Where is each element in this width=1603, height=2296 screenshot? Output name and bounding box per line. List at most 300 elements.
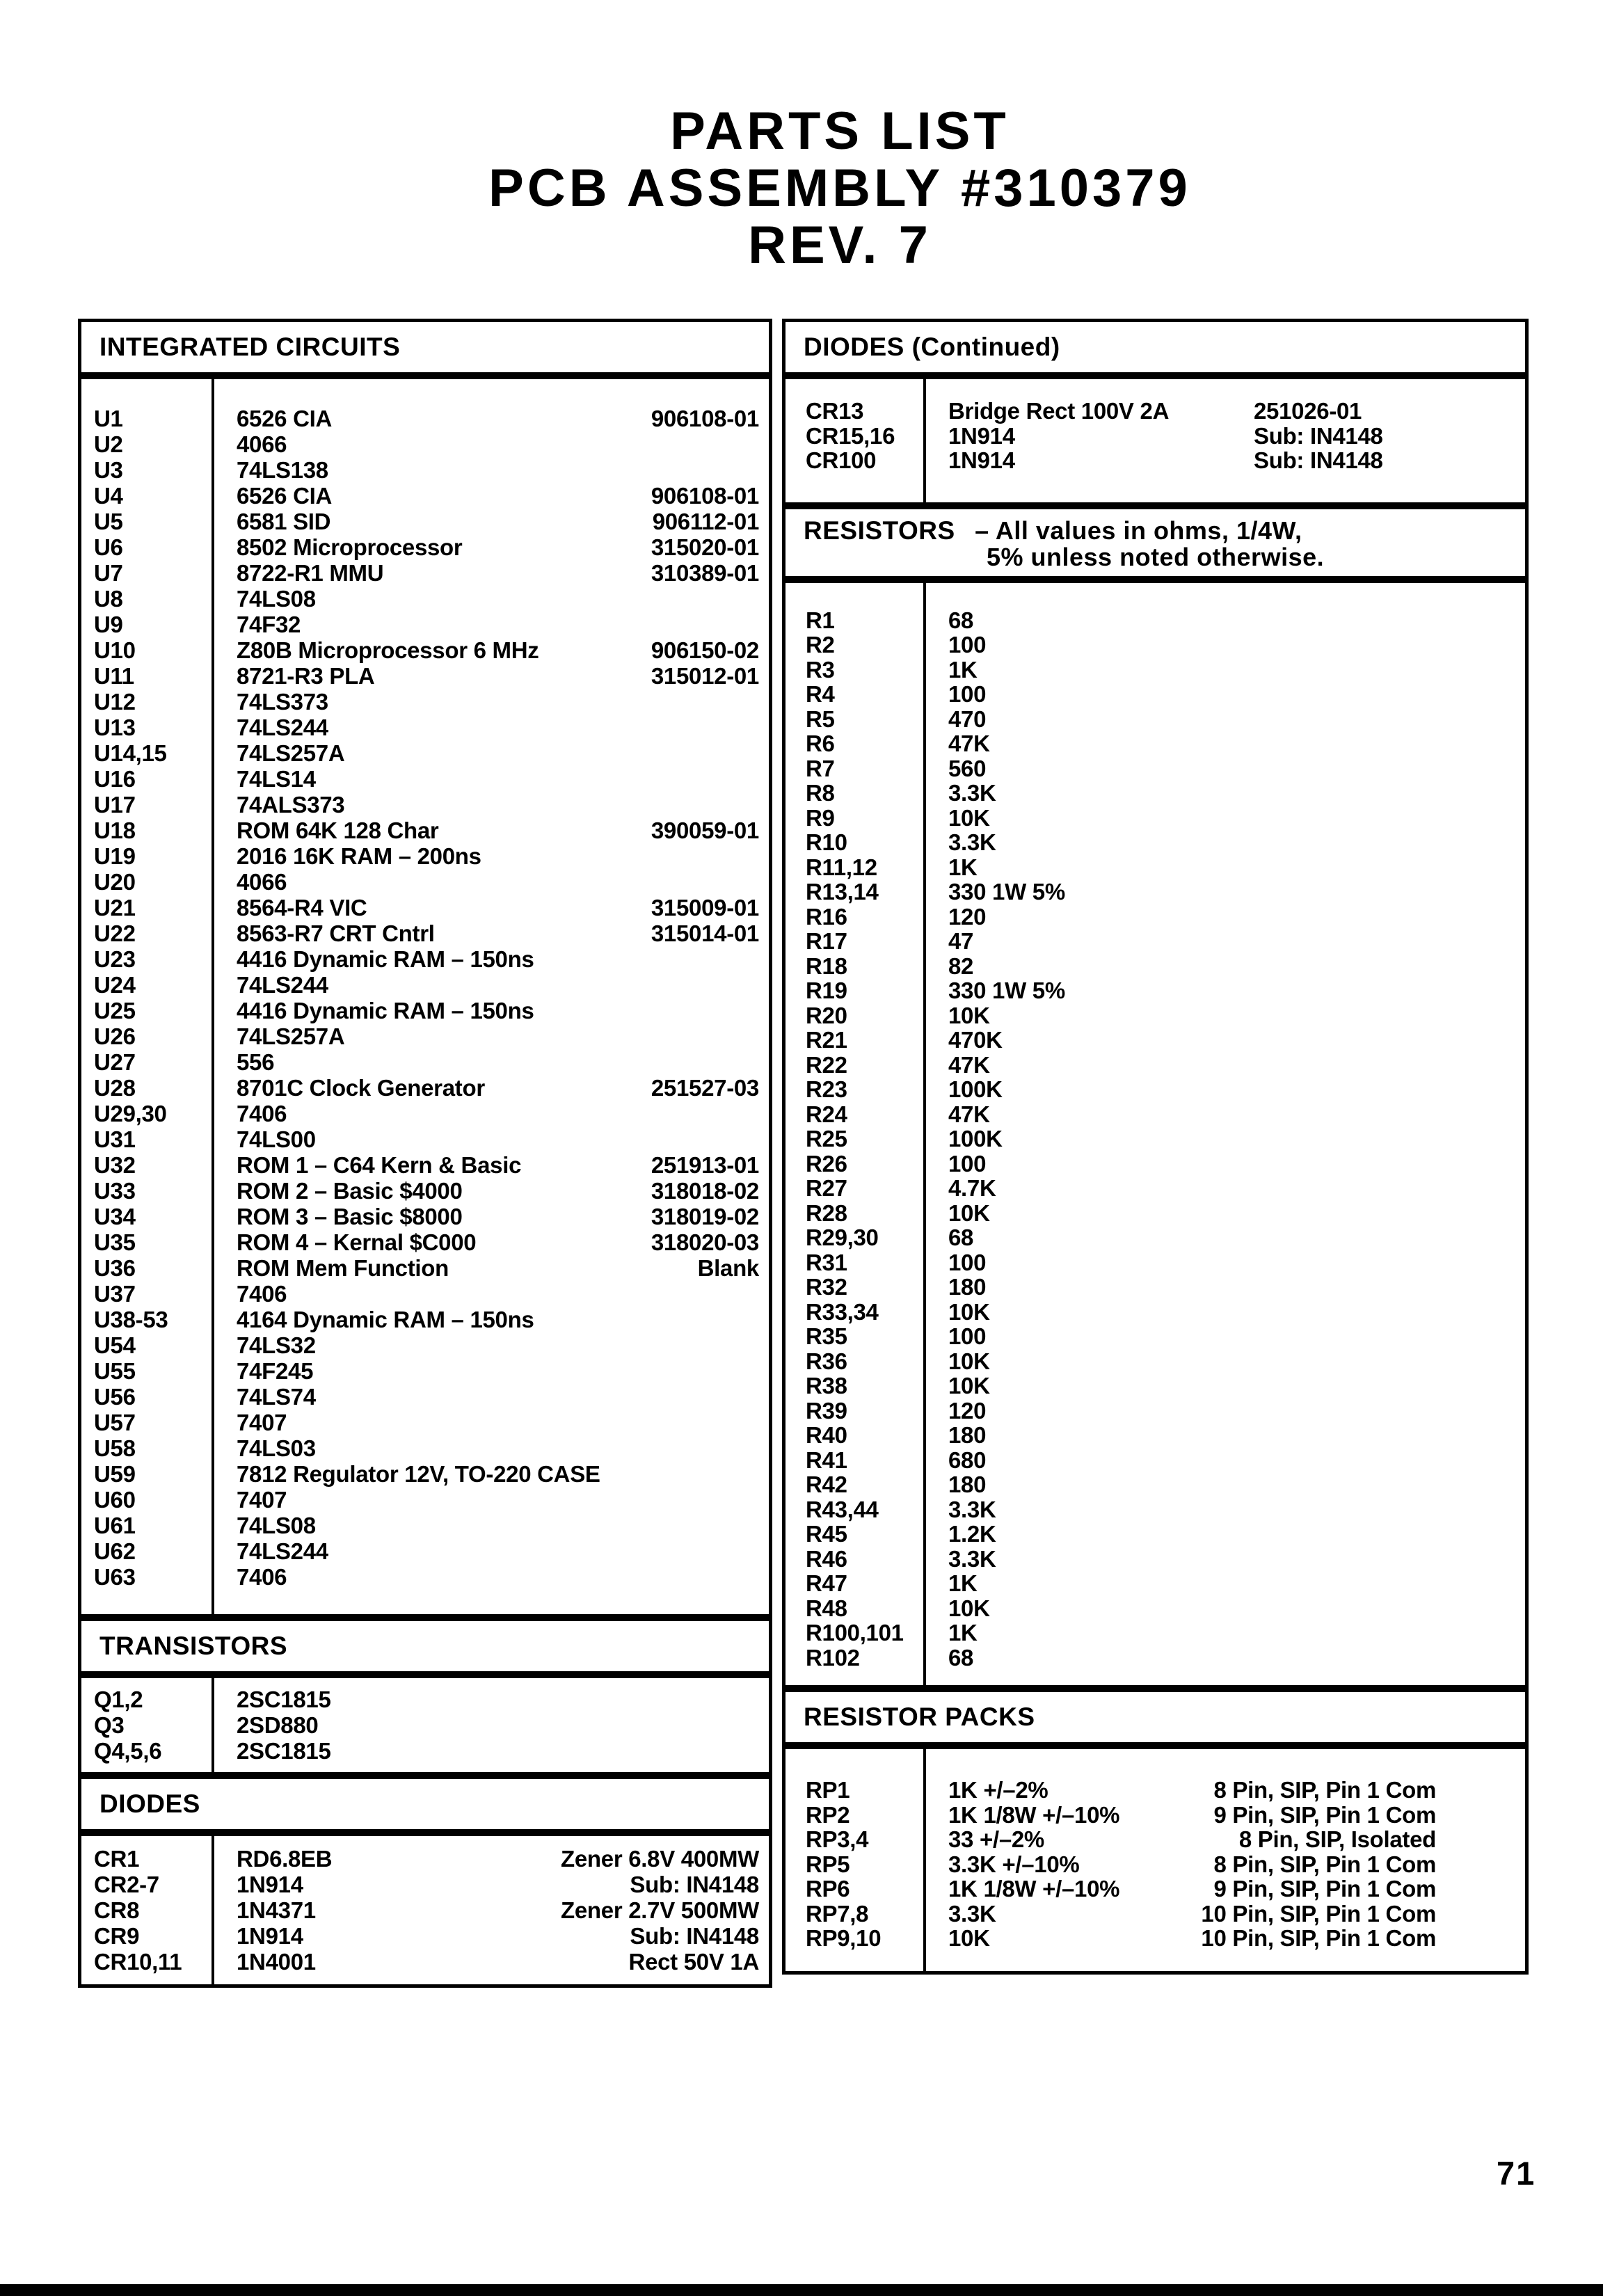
table-column-divider	[923, 1749, 926, 1971]
cell-desc: 100K	[948, 1126, 1003, 1151]
title-line-1: PARTS LIST	[670, 102, 1010, 161]
cell-desc: 47K	[948, 1051, 990, 1078]
cell-desc: 10K	[948, 1002, 990, 1028]
table-row	[785, 399, 1525, 424]
cell-note: Sub: IN4148	[1254, 422, 1383, 449]
cell-desc: 7406	[237, 1281, 287, 1307]
table-row	[785, 1827, 1525, 1852]
cell-ref: R4	[806, 681, 835, 707]
cell-ref: U60	[94, 1487, 136, 1513]
table-row	[785, 632, 1525, 657]
cell-ref: U62	[94, 1538, 136, 1564]
cell-desc: 8564-R4 VIC	[237, 895, 367, 920]
left-column	[78, 319, 772, 1988]
table-row	[81, 1178, 769, 1204]
cell-ref: U20	[94, 869, 136, 895]
table-row	[81, 1049, 769, 1075]
cell-part: 390059-01	[651, 818, 759, 843]
table-row	[785, 1472, 1525, 1497]
cell-note: 251026-01	[1254, 398, 1362, 424]
cell-desc: 10K	[948, 1298, 990, 1325]
cell-desc: 68	[948, 1644, 974, 1671]
cell-desc: 100	[948, 632, 987, 657]
cell-desc: 10K	[948, 1199, 990, 1226]
table-row	[81, 689, 769, 715]
cell-ref: U35	[94, 1229, 136, 1255]
cell-ref: U56	[94, 1384, 136, 1410]
cell-ref: R20	[806, 1002, 847, 1028]
cell-part: 906150-02	[651, 637, 759, 663]
table-row	[81, 560, 769, 586]
cell-desc: 1N4371	[237, 1897, 316, 1923]
cell-ref: R42	[806, 1472, 847, 1497]
cell-desc: 74LS373	[237, 689, 328, 715]
cell-ref: U16	[94, 766, 136, 792]
cell-desc: 47K	[948, 1101, 990, 1127]
integrated-circuits-table	[78, 376, 772, 1618]
cell-note: Rect 50V 1A	[628, 1949, 759, 1975]
section-header-label: TRANSISTORS	[99, 1632, 288, 1660]
cell-ref: U1	[94, 406, 123, 431]
table-row	[785, 1778, 1525, 1803]
table-row	[785, 731, 1525, 756]
table-row	[81, 1513, 769, 1538]
cell-ref: R7	[806, 755, 835, 781]
table-row	[785, 929, 1525, 954]
table-row	[785, 1852, 1525, 1877]
cell-note: Zener 2.7V 500MW	[561, 1897, 759, 1923]
table-row	[785, 1275, 1525, 1300]
table-row	[785, 657, 1525, 683]
table-row	[785, 1324, 1525, 1349]
table-row	[785, 756, 1525, 781]
cell-desc: 180	[948, 1472, 987, 1497]
cell-ref: Q3	[94, 1712, 125, 1738]
table-row	[81, 946, 769, 972]
table-row	[81, 663, 769, 689]
table-row	[81, 1152, 769, 1178]
cell-desc: 556	[237, 1049, 275, 1075]
cell-ref: U57	[94, 1410, 136, 1435]
cell-desc: 1.2K	[948, 1521, 996, 1547]
resistors-header-note2: 5% unless noted otherwise.	[987, 542, 1325, 571]
cell-ref: U58	[94, 1435, 136, 1461]
table-row	[81, 895, 769, 920]
cell-desc: 100	[948, 681, 987, 707]
cell-desc: 120	[948, 903, 987, 930]
table-row	[785, 682, 1525, 707]
cell-desc: 68	[948, 607, 974, 633]
cell-ref: U6	[94, 534, 123, 560]
cell-desc: 74F245	[237, 1358, 314, 1384]
cell-desc: 8721-R3 PLA	[237, 663, 375, 689]
cell-desc: 1K	[948, 1620, 978, 1645]
cell-desc: 3.3K	[948, 829, 996, 855]
cell-part	[581, 1281, 769, 1307]
cell-ref: Q4,5,6	[94, 1738, 162, 1764]
cell-desc: 2SD880	[237, 1712, 319, 1738]
table-row	[81, 715, 769, 740]
cell-desc: 74LS244	[237, 715, 328, 740]
cell-desc: 74LS14	[237, 766, 316, 792]
cell-note: Sub: IN4148	[1254, 447, 1383, 473]
cell-ref: R43,44	[806, 1496, 879, 1522]
page-number: 71	[1497, 2155, 1536, 2192]
cell-ref: CR2-7	[94, 1872, 159, 1897]
cell-part: 318019-02	[651, 1204, 759, 1229]
cell-desc: 330 1W 5%	[948, 978, 1065, 1003]
table-row	[81, 1023, 769, 1049]
cell-desc: 10K	[948, 1373, 990, 1398]
cell-note: 8 Pin, SIP, Pin 1 Com	[1213, 1777, 1436, 1803]
cell-desc: ROM 4 – Kernal $C000	[237, 1229, 477, 1255]
cell-part: 318020-03	[651, 1229, 759, 1255]
cell-desc: 74LS257A	[237, 1023, 345, 1049]
cell-note: 10 Pin, SIP, Pin 1 Com	[1201, 1900, 1436, 1927]
cell-desc: ROM 3 – Basic $8000	[237, 1204, 463, 1229]
cell-desc: 10K	[948, 804, 990, 831]
table-row	[785, 1250, 1525, 1275]
table-row	[785, 1926, 1525, 1951]
cell-ref: U7	[94, 560, 123, 586]
table-row	[81, 1712, 769, 1738]
section-header-integrated-circuits	[78, 319, 772, 376]
cell-desc: 180	[948, 1274, 987, 1300]
cell-ref: U10	[94, 637, 136, 663]
table-row	[785, 1373, 1525, 1398]
cell-desc: ROM 1 – C64 Kern & Basic	[237, 1152, 522, 1178]
cell-ref: U22	[94, 920, 136, 946]
cell-ref: R47	[806, 1570, 847, 1596]
cell-part: 315012-01	[651, 663, 759, 689]
cell-part	[581, 1023, 769, 1049]
cell-ref: U14,15	[94, 740, 167, 766]
table-row	[81, 869, 769, 895]
table-row	[785, 1423, 1525, 1448]
cell-desc: 680	[948, 1446, 987, 1473]
cell-note: Sub: IN4148	[630, 1923, 759, 1949]
table-row	[81, 483, 769, 509]
cell-ref: U3	[94, 457, 123, 483]
cell-desc: 4066	[237, 869, 287, 895]
cell-desc: Z80B Microprocessor 6 MHz	[237, 637, 539, 663]
resistors-header-line1	[804, 518, 1518, 544]
cell-part: 315009-01	[651, 895, 759, 920]
cell-ref: U38-53	[94, 1307, 168, 1332]
cell-desc: Bridge Rect 100V 2A	[948, 398, 1170, 424]
cell-ref: R19	[806, 978, 847, 1003]
cell-part: Blank	[697, 1255, 759, 1281]
table-row	[81, 1204, 769, 1229]
cell-desc: 7812 Regulator 12V, TO-220 CASE	[237, 1461, 600, 1487]
table-row	[81, 1687, 769, 1712]
cell-ref: U61	[94, 1513, 136, 1538]
table-row	[81, 1487, 769, 1513]
cell-part	[581, 843, 769, 869]
cell-desc: 120	[948, 1397, 987, 1424]
table-row	[81, 740, 769, 766]
cell-desc: 1N914	[948, 447, 1015, 473]
table-row	[81, 1307, 769, 1332]
cell-desc: 74LS138	[237, 457, 328, 483]
cell-desc: RD6.8EB	[237, 1846, 333, 1872]
cell-part	[581, 998, 769, 1023]
cell-part: 310389-01	[651, 560, 759, 586]
section-header-label: DIODES (Continued)	[804, 333, 1060, 361]
cell-part	[581, 869, 769, 895]
diodes-continued-table	[782, 376, 1529, 506]
table-row	[81, 1461, 769, 1487]
cell-note: 9 Pin, SIP, Pin 1 Com	[1213, 1876, 1436, 1902]
cell-ref: R48	[806, 1595, 847, 1621]
cell-ref: U29,30	[94, 1101, 167, 1126]
cell-ref: R32	[806, 1274, 847, 1300]
cell-ref: RP3,4	[806, 1826, 869, 1852]
section-header-label: INTEGRATED CIRCUITS	[99, 333, 401, 361]
cell-ref: R2	[806, 632, 835, 657]
cell-ref: R28	[806, 1199, 847, 1226]
table-row	[81, 1846, 769, 1872]
cell-part	[581, 1384, 769, 1410]
table-row	[785, 424, 1525, 449]
cell-desc: 68	[948, 1225, 974, 1250]
cell-desc: 74LS08	[237, 1513, 316, 1538]
section-header-label: RESISTORS	[804, 516, 955, 545]
cell-ref: U27	[94, 1049, 136, 1075]
table-column-divider	[212, 1836, 214, 1984]
table-row	[785, 1902, 1525, 1927]
cell-part: 251913-01	[651, 1152, 759, 1178]
cell-ref: CR10,11	[94, 1949, 182, 1975]
cell-desc: 1N4001	[237, 1949, 316, 1975]
cell-part	[581, 766, 769, 792]
cell-ref: R1	[806, 607, 835, 633]
cell-ref: U55	[94, 1358, 136, 1384]
cell-desc: 100	[948, 1150, 987, 1177]
section-header-transistors	[78, 1618, 772, 1675]
table-row	[81, 1126, 769, 1152]
cell-ref: R9	[806, 804, 835, 831]
table-column-divider	[923, 583, 926, 1686]
cell-desc: 470K	[948, 1027, 1003, 1053]
cell-ref: R38	[806, 1373, 847, 1398]
table-row	[785, 1201, 1525, 1226]
section-header-label: DIODES	[99, 1789, 200, 1818]
cell-ref: U12	[94, 689, 136, 715]
cell-ref: U8	[94, 586, 123, 612]
cell-note: 10 Pin, SIP, Pin 1 Com	[1201, 1925, 1436, 1951]
section-header-diodes	[78, 1776, 772, 1833]
table-row	[81, 766, 769, 792]
table-column-divider	[923, 379, 926, 502]
table-row	[785, 707, 1525, 732]
cell-desc: 10K	[948, 1348, 990, 1374]
cell-part	[600, 1461, 788, 1487]
cell-ref: U25	[94, 998, 136, 1023]
cell-desc: 1K +/–2%	[948, 1777, 1048, 1803]
cell-desc: 47K	[948, 731, 990, 756]
cell-ref: R11,12	[806, 854, 877, 880]
table-column-divider	[212, 1678, 214, 1772]
cell-ref: CR13	[806, 398, 864, 424]
cell-note: Zener 6.8V 400MW	[561, 1846, 759, 1872]
cell-ref: R17	[806, 928, 847, 954]
cell-ref: U19	[94, 843, 136, 869]
resistors-table	[782, 580, 1529, 1689]
table-row	[785, 1003, 1525, 1028]
cell-ref: R13,14	[806, 879, 879, 904]
cell-part	[581, 946, 769, 972]
table-row	[81, 1564, 769, 1590]
cell-desc: 180	[948, 1422, 987, 1448]
table-row	[81, 457, 769, 483]
cell-ref: R35	[806, 1323, 847, 1349]
cell-desc: 2SC1815	[237, 1687, 331, 1712]
cell-ref: U18	[94, 818, 136, 843]
table-row	[81, 1435, 769, 1461]
table-row	[81, 818, 769, 843]
cell-ref: R39	[806, 1397, 847, 1424]
table-row	[785, 1151, 1525, 1177]
table-row	[785, 1102, 1525, 1127]
table-row	[81, 1949, 769, 1975]
cell-desc: 1K	[948, 1570, 978, 1596]
cell-part: 315020-01	[651, 534, 759, 560]
cell-ref: U26	[94, 1023, 136, 1049]
cell-desc: 3.3K	[948, 780, 996, 806]
cell-part	[581, 1101, 769, 1126]
cell-ref: CR100	[806, 447, 877, 473]
scan-bottom-black-bar	[0, 2284, 1603, 2296]
resistors-header-note: – All values in ohms, 1/4W,	[975, 516, 1302, 545]
cell-ref: R16	[806, 903, 847, 930]
cell-ref: R8	[806, 780, 835, 806]
table-row	[81, 920, 769, 946]
table-row	[785, 1176, 1525, 1201]
table-row	[81, 1255, 769, 1281]
title-line-2: PCB ASSEMBLY #310379	[488, 159, 1191, 218]
cell-note: Sub: IN4148	[630, 1872, 759, 1897]
table-row	[785, 1448, 1525, 1473]
table-row	[785, 1645, 1525, 1671]
table-row	[785, 1398, 1525, 1424]
cell-part	[581, 1332, 769, 1358]
cell-ref: U33	[94, 1178, 136, 1204]
cell-desc: 74LS08	[237, 586, 316, 612]
cell-desc: 74ALS373	[237, 792, 345, 818]
table-row	[785, 1803, 1525, 1828]
table-row	[81, 1872, 769, 1897]
table-row	[81, 1229, 769, 1255]
table-row	[81, 1897, 769, 1923]
cell-ref: RP6	[806, 1876, 850, 1902]
table-row	[785, 448, 1525, 473]
cell-part	[581, 1538, 769, 1564]
table-row	[785, 954, 1525, 979]
cell-desc: 8563-R7 CRT Cntrl	[237, 920, 435, 946]
cell-part	[581, 1513, 769, 1538]
table-row	[81, 1384, 769, 1410]
cell-desc: 2SC1815	[237, 1738, 331, 1764]
cell-part: 906112-01	[652, 509, 759, 534]
cell-part	[581, 715, 769, 740]
table-row	[785, 1547, 1525, 1572]
table-row	[81, 1538, 769, 1564]
cell-ref: R41	[806, 1446, 847, 1473]
cell-part	[581, 457, 769, 483]
table-row	[785, 1028, 1525, 1053]
table-row	[785, 608, 1525, 633]
cell-ref: R29,30	[806, 1225, 879, 1250]
table-row	[81, 972, 769, 998]
cell-ref: RP5	[806, 1851, 850, 1877]
cell-desc: 1K 1/8W +/–10%	[948, 1801, 1120, 1828]
cell-part: 318018-02	[651, 1178, 759, 1204]
cell-part	[581, 1564, 769, 1590]
cell-note: 9 Pin, SIP, Pin 1 Com	[1213, 1801, 1436, 1828]
cell-ref: R6	[806, 731, 835, 756]
cell-desc: 74LS00	[237, 1126, 316, 1152]
cell-part	[581, 972, 769, 998]
cell-part	[581, 689, 769, 715]
cell-ref: U2	[94, 431, 123, 457]
cell-ref: RP2	[806, 1801, 850, 1828]
cell-ref: R26	[806, 1150, 847, 1177]
cell-desc: 74F32	[237, 612, 301, 637]
cell-desc: 10K	[948, 1595, 990, 1621]
cell-part	[581, 431, 769, 457]
table-row	[785, 1077, 1525, 1102]
cell-desc: 7407	[237, 1410, 287, 1435]
cell-desc: 8722-R1 MMU	[237, 560, 384, 586]
section-header-resistor-packs	[782, 1689, 1529, 1746]
cell-part	[581, 1410, 769, 1435]
table-row	[81, 1738, 769, 1764]
table-row	[785, 1596, 1525, 1621]
cell-desc: 47	[948, 928, 974, 954]
cell-part: 906108-01	[651, 406, 759, 431]
cell-ref: U37	[94, 1281, 136, 1307]
cell-desc: 8502 Microprocessor	[237, 534, 463, 560]
cell-ref: R27	[806, 1175, 847, 1201]
cell-ref: R40	[806, 1422, 847, 1448]
table-row	[81, 1101, 769, 1126]
table-row	[785, 1571, 1525, 1596]
cell-ref: R25	[806, 1126, 847, 1151]
cell-part	[581, 1307, 769, 1332]
cell-ref: U31	[94, 1126, 136, 1152]
cell-ref: U63	[94, 1564, 136, 1590]
cell-desc: 4.7K	[948, 1175, 996, 1201]
cell-ref: U21	[94, 895, 136, 920]
cell-ref: RP9,10	[806, 1925, 882, 1951]
table-row	[81, 1923, 769, 1949]
table-row	[785, 1620, 1525, 1645]
cell-desc: 6581 SID	[237, 509, 331, 534]
cell-desc: 74LS257A	[237, 740, 345, 766]
cell-ref: R102	[806, 1644, 860, 1671]
cell-ref: U59	[94, 1461, 136, 1487]
cell-desc: 4416 Dynamic RAM – 150ns	[237, 998, 534, 1023]
cell-desc: 330 1W 5%	[948, 879, 1065, 904]
cell-ref: RP1	[806, 1777, 850, 1803]
table-row	[81, 406, 769, 431]
cell-desc: ROM 64K 128 Char	[237, 818, 439, 843]
cell-ref: U4	[94, 483, 123, 509]
cell-desc: 82	[948, 952, 974, 979]
table-row	[81, 509, 769, 534]
cell-ref: U11	[94, 663, 134, 689]
